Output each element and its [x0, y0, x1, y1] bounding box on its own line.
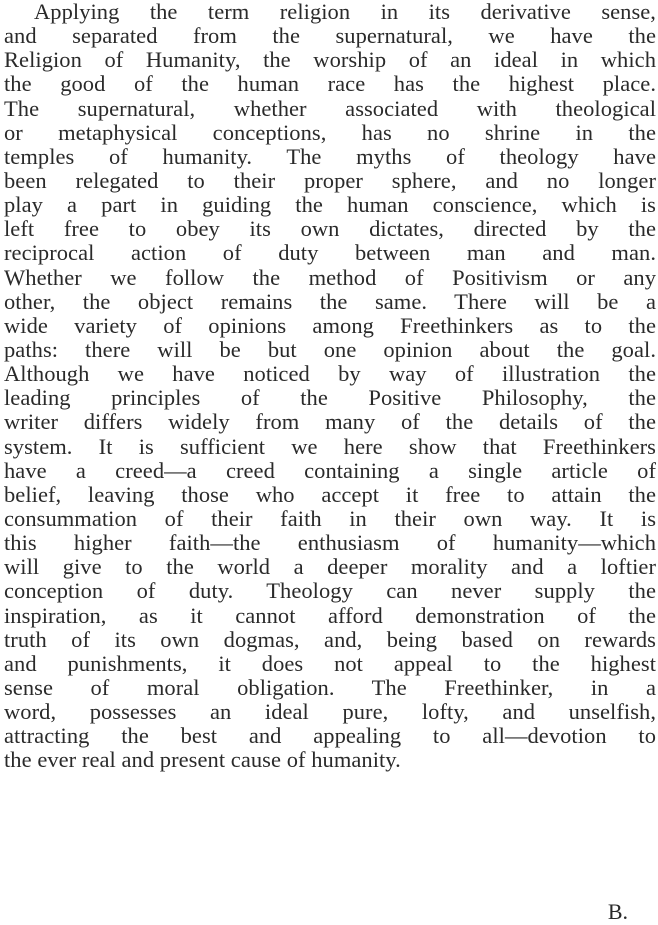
text-line: will give to the world a deeper morality and a loftier	[4, 554, 656, 580]
text-line: truth of its own dogmas, and, being based on rewards	[4, 626, 656, 652]
text-line: other, the object remains the same. There will be a	[4, 288, 656, 314]
text-line: Religion of Humanity, the worship of an ideal in which	[4, 47, 656, 73]
text-line: The supernatural, whether associated with theological	[4, 95, 656, 121]
text-line: writer differs widely from many of the details of the	[4, 409, 656, 435]
text-line: Although we have noticed by way of illustration the	[4, 361, 656, 387]
text-line: reciprocal action of duty between man and man.	[4, 240, 656, 266]
article-body	[4, 0, 656, 773]
text-line: conception of duty. Theology can never supply the	[4, 578, 656, 604]
text-line: paths: there will be but one opinion about the goal.	[4, 336, 656, 362]
text-line: been relegated to their proper sphere, and no longer	[4, 167, 656, 193]
text-line: wide variety of opinions among Freethinkers as to the	[4, 312, 656, 338]
text-line: and separated from the supernatural, we have the	[4, 23, 656, 49]
text-line: leading principles of the Positive Philosophy, the	[4, 385, 656, 411]
text-line: belief, leaving those who accept it free to attain the	[4, 481, 656, 507]
author-signature: B.	[607, 899, 628, 924]
text-line: or metaphysical conceptions, has no shrine in the	[4, 119, 656, 145]
text-line: system. It is sufficient we here show that Freethinkers	[4, 433, 656, 459]
text-line: attracting the best and appealing to all—devotion to	[4, 723, 656, 749]
text-line: and punishments, it does not appeal to the highest	[4, 650, 656, 676]
text-line: the ever real and present cause of humanity.	[4, 747, 401, 773]
text-line: temples of humanity. The myths of theology have	[4, 143, 656, 169]
text-line: this higher faith—the enthusiasm of humanity—which	[4, 530, 656, 556]
text-line: the good of the human race has the highest place.	[4, 71, 656, 97]
text-line: left free to obey its own dictates, directed by the	[4, 216, 656, 242]
text-line: Whether we follow the method of Positivism or any	[4, 264, 656, 290]
text-line: have a creed—a creed containing a single article of	[4, 457, 656, 483]
text-line: Applying the term religion in its derivative sense,	[34, 0, 656, 24]
text-line: sense of moral obligation. The Freethinker, in a	[4, 674, 656, 700]
text-line: word, possesses an ideal pure, lofty, and unselfish,	[4, 699, 656, 725]
text-line: inspiration, as it cannot afford demonstration of the	[4, 602, 656, 628]
text-line: play a part in guiding the human conscience, which is	[4, 192, 656, 218]
text-line: consummation of their faith in their own way. It is	[4, 505, 656, 531]
